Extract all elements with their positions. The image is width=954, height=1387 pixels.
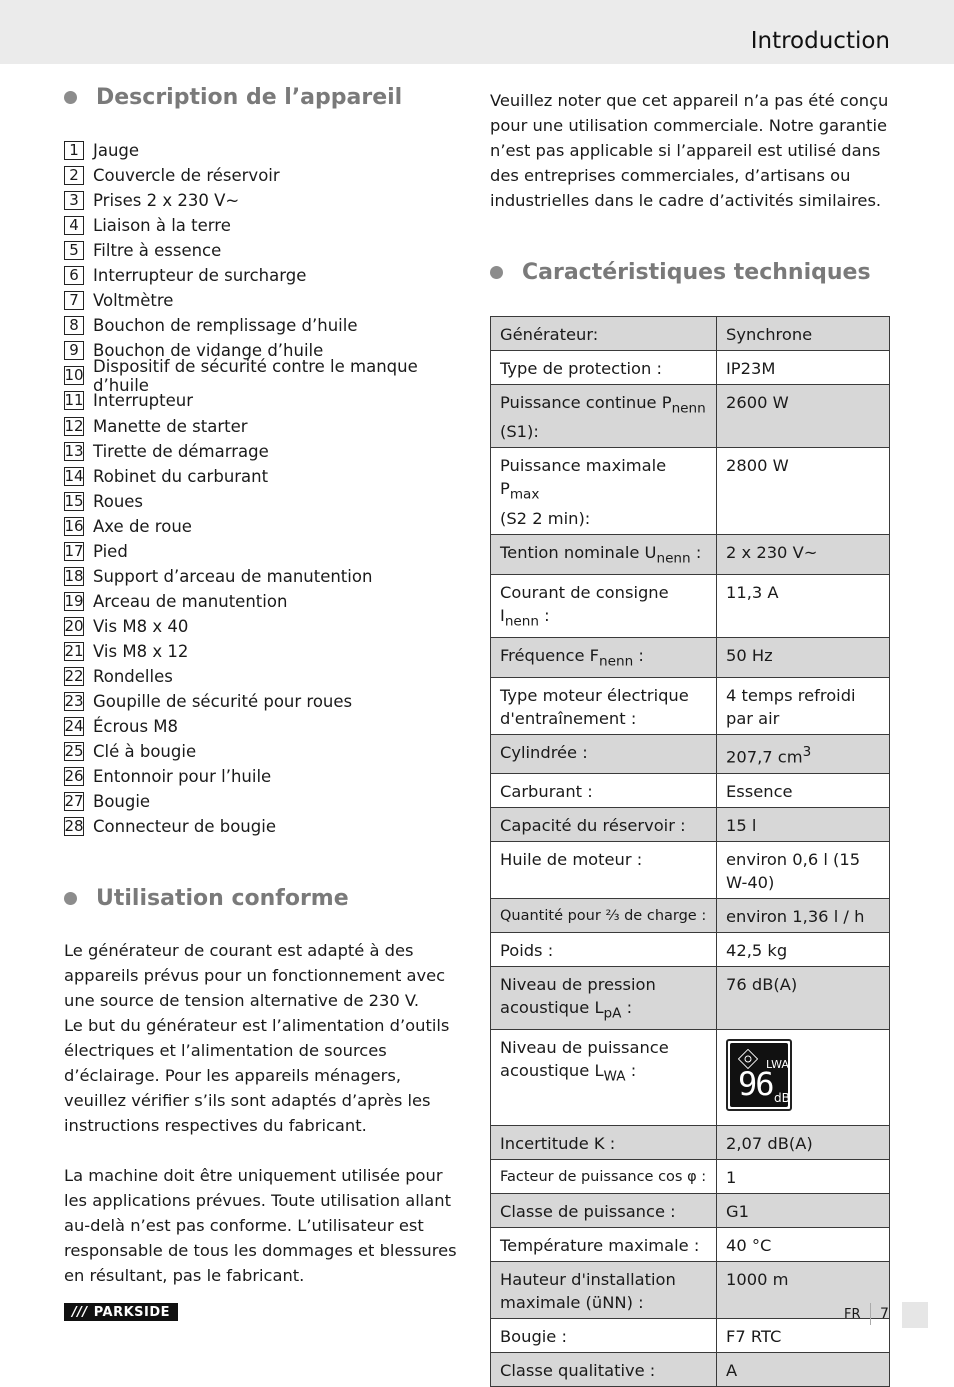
table-row: [491, 841, 890, 898]
list-item: [64, 138, 474, 163]
table-row: [491, 1159, 890, 1193]
part-number: 18: [64, 566, 84, 585]
spec-value: 1: [717, 1159, 890, 1193]
spec-label: Capacité du réservoir :: [491, 807, 717, 841]
spec-value: 50 Hz: [717, 638, 890, 678]
part-number: 27: [64, 792, 84, 811]
table-row: [491, 898, 890, 932]
part-label: Tirette de démarrage: [93, 441, 269, 461]
part-label: Vis M8 x 12: [93, 641, 189, 661]
bullet-icon: [490, 266, 503, 279]
spec-value: 40 °C: [717, 1227, 890, 1261]
page-number: 7: [880, 1306, 889, 1322]
part-label: Interrupteur de surcharge: [93, 266, 307, 286]
part-label: Interrupteur: [93, 391, 194, 411]
badge-unit: dB: [774, 1090, 790, 1105]
spec-label: Classe de puissance :: [491, 1193, 717, 1227]
part-number: 19: [64, 591, 84, 610]
spec-value: Synchrone: [717, 317, 890, 351]
brand-logo: [64, 1303, 178, 1321]
language-code: FR: [844, 1307, 861, 1322]
spec-label: Poids :: [491, 932, 717, 966]
spec-label: Cylindrée :: [491, 735, 717, 773]
spec-label: Puissance continue $P_{nenn}$ (S1):: [491, 385, 717, 448]
part-number: 10: [64, 366, 84, 385]
part-number: 16: [64, 516, 84, 535]
spec-label: Quantité pour ⅔ de charge :: [491, 898, 717, 932]
list-item: [64, 313, 474, 338]
part-number: 3: [64, 191, 84, 210]
usage-text: [64, 938, 466, 1288]
part-number: 6: [64, 266, 84, 285]
specs-heading: [490, 260, 871, 285]
table-row: [491, 534, 890, 574]
spec-value: 207,7 $cm^3$: [717, 735, 890, 773]
table-row: [491, 1261, 890, 1318]
part-label: Bouchon de vidange d’huile: [93, 341, 324, 361]
spec-value: 2600 W: [717, 385, 890, 448]
footer-divider: [870, 1303, 871, 1325]
description-heading-text: Description de l’appareil: [96, 85, 403, 110]
spec-label: Incertitude K :: [491, 1125, 717, 1159]
part-number: 8: [64, 316, 84, 335]
table-row: [491, 385, 890, 448]
spec-label: Huile de moteur :: [491, 841, 717, 898]
table-row: [491, 574, 890, 637]
spec-value: environ 0,6 l (15 W-40): [717, 841, 890, 898]
commercial-note-text: Veuillez noter que cet appareil n’a pas été conçu pour une utilisation commerciale. Notre garantie n’est pas applicable si l’appareil est utilisé dans des entreprises commerciales, d’artisans ou industrielles dans le cadre d’activités similaires.: [490, 91, 889, 210]
table-row: [491, 1125, 890, 1159]
specs-heading-text: Caractéristiques techniques: [522, 260, 871, 285]
part-label: Arceau de manutention: [93, 591, 288, 611]
list-item: [64, 664, 474, 689]
badge-inner: [730, 1043, 788, 1107]
usage-paragraph: La machine doit être uniquement utilisée pour les applications prévues. Toute utilisation allant au-delà n’est pas conforme. L’utilisateur est responsable de tous les dommages et blessures en résultant, pas le fabricant.: [64, 1166, 457, 1285]
part-number: 17: [64, 541, 84, 560]
part-label: Bouchon de remplissage d’huile: [93, 316, 358, 336]
part-number: 15: [64, 491, 84, 510]
bullet-icon: [64, 892, 77, 905]
part-label: Vis M8 x 40: [93, 616, 189, 636]
part-number: 11: [64, 391, 84, 410]
list-item: [64, 539, 474, 564]
list-item: [64, 464, 474, 489]
part-label: Manette de starter: [93, 416, 248, 436]
spec-value: 2,07 dB(A): [717, 1125, 890, 1159]
table-row: [491, 1029, 890, 1125]
table-row: [491, 1227, 890, 1261]
spec-label: Niveau de puissance acoustique $L_{WA}$ :: [491, 1029, 717, 1125]
list-item: [64, 439, 474, 464]
spec-value: 11,3 A: [717, 574, 890, 637]
list-item: [64, 356, 474, 395]
table-row: [491, 638, 890, 678]
part-label: Jauge: [93, 141, 140, 161]
part-label: Rondelles: [93, 667, 173, 686]
part-number: 25: [64, 742, 84, 761]
part-label: Entonnoir pour l’huile: [93, 767, 272, 787]
spec-value: 15 l: [717, 807, 890, 841]
table-row: [491, 1352, 890, 1386]
table-row: [491, 932, 890, 966]
spec-value: F7 RTC: [717, 1318, 890, 1352]
spec-value: 2800 W: [717, 448, 890, 534]
list-item: [64, 163, 474, 188]
part-label: Connecteur de bougie: [93, 817, 276, 837]
part-number: 23: [64, 692, 84, 711]
list-item: [64, 614, 474, 639]
part-label: Prises 2 x 230 V~: [93, 191, 240, 211]
spec-label: Type moteur électrique d'entraînement :: [491, 678, 717, 735]
part-label: Support d’arceau de manutention: [93, 566, 373, 586]
part-number: 24: [64, 717, 84, 736]
table-row: [491, 1193, 890, 1227]
list-item: [64, 414, 474, 439]
part-number: 5: [64, 241, 84, 260]
list-item: [64, 188, 474, 213]
list-item: [64, 789, 474, 814]
spec-value: Essence: [717, 773, 890, 807]
list-item: [64, 238, 474, 263]
spec-value: IP23M: [717, 351, 890, 385]
list-item: [64, 639, 474, 664]
part-number: 26: [64, 767, 84, 786]
list-item: [64, 564, 474, 589]
part-label: Liaison à la terre: [93, 216, 231, 236]
list-item: [64, 514, 474, 539]
usage-heading-text: Utilisation conforme: [96, 886, 349, 911]
spec-label: Tention nominale $U_{nenn}$ :: [491, 534, 717, 574]
bullet-icon: [64, 91, 77, 104]
spec-value: 4 temps refroidi par air: [717, 678, 890, 735]
spec-value: [717, 1029, 890, 1125]
list-item: [64, 714, 474, 739]
list-item: [64, 814, 474, 839]
spec-value: 42,5 kg: [717, 932, 890, 966]
table-row: [491, 317, 890, 351]
parts-list: [64, 138, 474, 839]
part-number: 4: [64, 216, 84, 235]
part-label: Filtre à essence: [93, 241, 222, 261]
list-item: [64, 739, 474, 764]
part-label: Robinet du carburant: [93, 466, 269, 486]
part-label: Couvercle de réservoir: [93, 166, 280, 186]
part-label: Goupille de sécurité pour roues: [93, 692, 353, 712]
part-label: Clé à bougie: [93, 742, 197, 762]
table-row: [491, 807, 890, 841]
part-label: Dispositif de sécurité contre le manque d’huile: [93, 356, 418, 395]
spec-value: 1000 m: [717, 1261, 890, 1318]
spec-label: Bougie :: [491, 1318, 717, 1352]
spec-label: Carburant :: [491, 773, 717, 807]
part-number: 22: [64, 667, 84, 685]
part-number: 2: [64, 166, 84, 185]
part-label: Voltmètre: [93, 291, 174, 311]
spec-label: Fréquence $F_{nenn}$ :: [491, 638, 717, 678]
part-number: 13: [64, 441, 84, 460]
spec-label: Classe qualitative :: [491, 1352, 717, 1386]
list-item: [64, 263, 474, 288]
spec-label: Hauteur d'installation maximale (üNN) :: [491, 1261, 717, 1318]
part-label: Axe de roue: [93, 516, 192, 536]
part-number: 12: [64, 416, 84, 435]
part-number: 28: [64, 817, 84, 836]
table-row: [491, 735, 890, 773]
spec-label: Générateur:: [491, 317, 717, 351]
list-item: [64, 689, 474, 714]
part-number: 14: [64, 466, 84, 485]
sound-power-badge: [726, 1039, 792, 1111]
usage-paragraph: Le générateur de courant est adapté à des appareils prévus pour un fonctionnement avec une source de tension alternative de 230 V.: [64, 941, 446, 1010]
spec-value: 2 x 230 V~: [717, 534, 890, 574]
badge-label: LWA: [766, 1057, 789, 1071]
list-item: [64, 589, 474, 614]
spec-label: Niveau de pression acoustique $L_{pA}$ :: [491, 966, 717, 1029]
part-label: Écrous M8: [93, 717, 179, 737]
spec-label: Puissance maximale $P_{max}$ (S2 2 min):: [491, 448, 717, 534]
table-row: [491, 448, 890, 534]
table-row: [491, 351, 890, 385]
logo-stripes-icon: ///: [71, 1304, 88, 1320]
table-row: [491, 966, 890, 1029]
usage-paragraph: Le but du générateur est l’alimentation d’outils électriques et l’alimentation de sources d’éclairage. Pour les appareils ménagers, veuillez vérifier s’ils sont adaptés d’après les instructions respectives du fabricant.: [64, 1016, 450, 1135]
spec-label: Facteur de puissance cos φ :: [491, 1159, 717, 1193]
part-label: Bougie: [93, 792, 151, 812]
list-item: [64, 213, 474, 238]
part-label: Roues: [93, 491, 144, 511]
brand-name: PARKSIDE: [93, 1304, 171, 1320]
description-heading: [64, 85, 402, 110]
commercial-note: [490, 88, 890, 213]
page-title: Introduction: [750, 28, 890, 54]
list-item: [64, 288, 474, 313]
usage-heading: [64, 886, 349, 911]
spec-value: 76 dB(A): [717, 966, 890, 1029]
footer-tab: [902, 1302, 928, 1328]
part-number: 1: [64, 141, 84, 160]
list-item: [64, 489, 474, 514]
specs-table: [490, 316, 890, 1387]
part-number: 20: [64, 616, 84, 635]
part-number: 7: [64, 291, 84, 310]
part-number: 9: [64, 341, 84, 360]
table-row: [491, 1318, 890, 1352]
list-item: [64, 764, 474, 789]
spec-label: Type de protection :: [491, 351, 717, 385]
spec-label: Température maximale :: [491, 1227, 717, 1261]
table-row: [491, 773, 890, 807]
spec-value: environ 1,36 l / h: [717, 898, 890, 932]
part-number: 21: [64, 641, 84, 660]
spec-value: A: [717, 1352, 890, 1386]
table-row: [491, 678, 890, 735]
spec-value: G1: [717, 1193, 890, 1227]
part-label: Pied: [93, 541, 128, 561]
badge-value: 96: [738, 1064, 773, 1103]
spec-label: Courant de consigne $I_{nenn}$ :: [491, 574, 717, 637]
